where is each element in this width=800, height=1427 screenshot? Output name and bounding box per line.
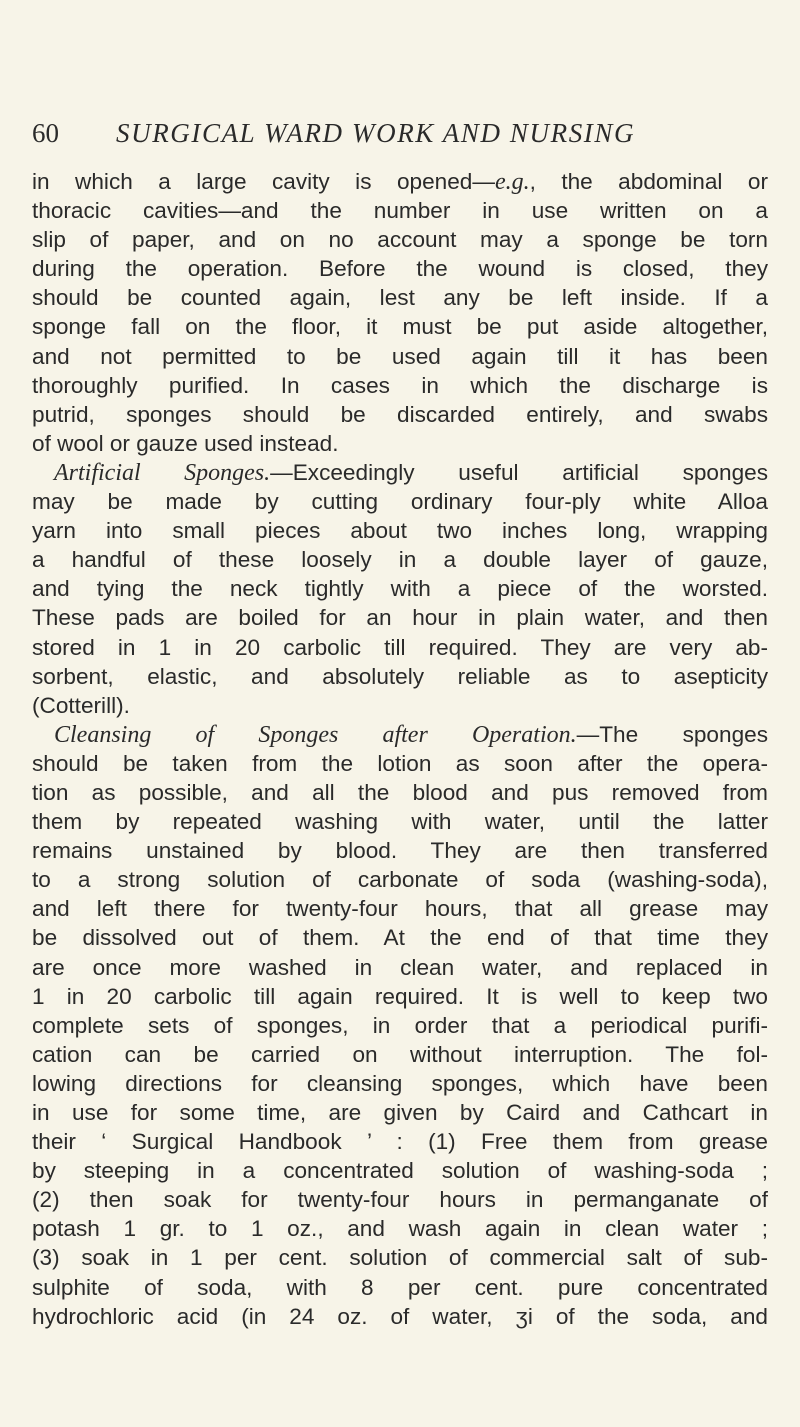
text-run: sulphite of soda, with 8 per cent. pure concentrated xyxy=(32,1274,768,1300)
text-run: and left there for twenty-four hours, that all grease may xyxy=(32,896,768,922)
text-line xyxy=(32,283,768,312)
text-line xyxy=(32,982,768,1011)
text-line xyxy=(32,1273,768,1302)
text-run: during the operation. Before the wound is closed, they xyxy=(32,256,768,282)
text-run: (Cotterill). xyxy=(32,692,130,718)
text-run: slip of paper, and on no account may a sponge be torn xyxy=(32,227,768,253)
text-line xyxy=(32,167,768,196)
text-run: tion as possible, and all the blood and pus removed from xyxy=(32,779,768,805)
text-run: to a strong solution of carbonate of soda (washing-soda), xyxy=(32,867,768,893)
text-run: —The sponges xyxy=(576,721,768,747)
text-run: stored in 1 in 20 carbolic till required. They are very ab- xyxy=(32,634,768,660)
page-header xyxy=(32,116,768,150)
text-line xyxy=(32,633,768,662)
text-line xyxy=(32,923,768,952)
text-line xyxy=(32,865,768,894)
italic-run: e.g. xyxy=(494,169,530,195)
text-line xyxy=(32,225,768,254)
text-line xyxy=(32,196,768,225)
text-run: of wool or gauze used instead. xyxy=(32,430,339,456)
text-line xyxy=(32,574,768,603)
text-run: may be made by cutting ordinary four-ply white Alloa xyxy=(32,489,768,515)
text-run: (2) then soak for twenty-four hours in permanganate of xyxy=(32,1187,768,1213)
text-run: These pads are boiled for an hour in plain water, and then xyxy=(32,605,768,631)
text-line xyxy=(32,894,768,923)
paragraph xyxy=(32,720,768,1331)
text-line xyxy=(32,487,768,516)
text-run: sorbent, elastic, and absolutely reliable as to asepticity xyxy=(32,663,768,689)
text-line xyxy=(32,429,768,458)
text-run: be dissolved out of them. At the end of that time they xyxy=(32,925,768,951)
text-run: complete sets of sponges, in order that a periodical purifi- xyxy=(32,1012,768,1038)
text-line xyxy=(32,342,768,371)
text-line xyxy=(32,1069,768,1098)
text-line xyxy=(32,458,768,487)
paragraph xyxy=(32,167,768,458)
text-run: in use for some time, are given by Caird and Cathcart in xyxy=(32,1100,768,1125)
text-run: hydrochloric acid (in 24 oz. of water, ʒi of the soda, and xyxy=(32,1303,768,1329)
running-title: SURGICAL WARD WORK AND NURSING xyxy=(116,118,636,148)
text-line xyxy=(32,1127,768,1156)
text-line xyxy=(32,720,768,749)
body-text xyxy=(32,167,768,1331)
text-line xyxy=(32,1098,768,1127)
text-run: should be counted again, lest any be left inside. If a xyxy=(32,285,768,311)
text-run: in which a large cavity is opened— xyxy=(32,169,495,194)
text-run: thoracic cavities—and the number in use written on a xyxy=(32,198,768,224)
text-line xyxy=(32,545,768,574)
text-line xyxy=(32,1011,768,1040)
text-line xyxy=(32,1185,768,1214)
text-run: should be taken from the lotion as soon after the opera- xyxy=(32,750,768,776)
text-line xyxy=(32,254,768,283)
text-run: putrid, sponges should be discarded entirely, and swabs xyxy=(32,401,768,427)
paragraph xyxy=(32,458,768,720)
text-run: and not permitted to be used again till it has been xyxy=(32,343,768,369)
text-run: 1 in 20 carbolic till again required. It is well to keep two xyxy=(32,983,768,1009)
text-line xyxy=(32,836,768,865)
italic-run: Cleansing of Sponges after Operation. xyxy=(54,721,577,748)
italic-run: Artificial Sponges. xyxy=(54,459,271,486)
text-line xyxy=(32,400,768,429)
text-run: lowing directions for cleansing sponges, which have been xyxy=(32,1070,768,1096)
text-run: by steeping in a concentrated solution of washing-soda ; xyxy=(32,1158,768,1184)
text-run: cation can be carried on without interruption. The fol- xyxy=(32,1041,768,1067)
text-run: and tying the neck tightly with a piece of the worsted. xyxy=(32,576,768,602)
text-line xyxy=(32,312,768,341)
text-line xyxy=(32,749,768,778)
text-line xyxy=(32,603,768,632)
text-line xyxy=(32,1214,768,1243)
text-run: , the abdominal or xyxy=(529,169,768,194)
text-run: (3) soak in 1 per cent. solution of commercial salt of sub- xyxy=(32,1245,768,1271)
text-run: thoroughly purified. In cases in which the discharge is xyxy=(32,372,768,398)
text-run: them by repeated washing with water, until the latter xyxy=(32,809,768,835)
text-run: sponge fall on the floor, it must be put aside altogether, xyxy=(32,314,768,340)
page-number: 60 xyxy=(32,118,59,148)
text-run: potash 1 gr. to 1 oz., and wash again in clean water ; xyxy=(32,1216,768,1242)
text-line xyxy=(32,1243,768,1272)
text-line xyxy=(32,1156,768,1185)
text-line xyxy=(32,516,768,545)
text-line xyxy=(32,371,768,400)
text-line xyxy=(32,953,768,982)
text-run: a handful of these loosely in a double layer of gauze, xyxy=(32,547,768,573)
text-run: yarn into small pieces about two inches long, wrapping xyxy=(32,518,768,544)
text-line xyxy=(32,807,768,836)
text-line xyxy=(32,662,768,691)
text-line xyxy=(32,1302,768,1331)
text-run: remains unstained by blood. They are then transferred xyxy=(32,838,768,864)
text-line xyxy=(32,778,768,807)
text-run: are once more washed in clean water, and replaced in xyxy=(32,954,768,980)
text-run: —Exceedingly useful artificial sponges xyxy=(270,459,768,485)
text-run: their ‘ Surgical Handbook ’ : (1) Free them from grease xyxy=(32,1129,768,1155)
text-line xyxy=(32,691,768,720)
text-line xyxy=(32,1040,768,1069)
